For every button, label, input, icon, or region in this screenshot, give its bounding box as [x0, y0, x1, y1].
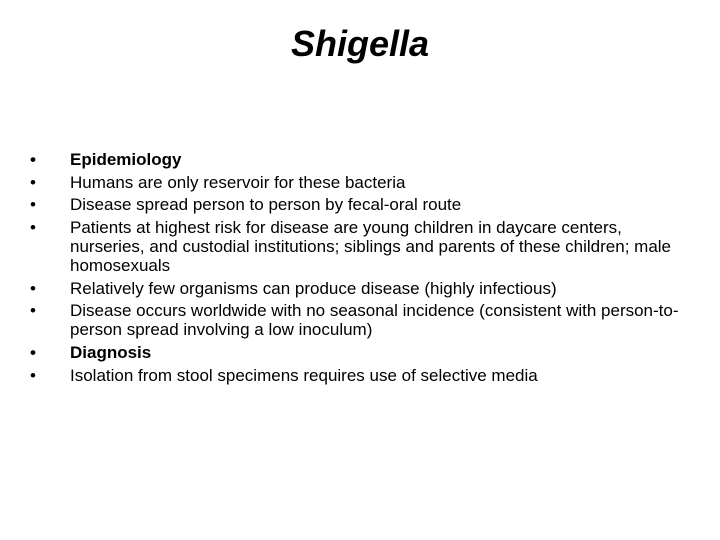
bullet-item-spread	[30, 195, 685, 214]
bullet-text: Disease occurs worldwide with no seasonal incidence (consistent with person-to-person spread involving a low inoculum)	[70, 301, 679, 340]
bullet-text: Patients at highest risk for disease are young children in daycare centers, nurseries, and custodial institutions; siblings and parents of these children; male homosexuals	[70, 218, 672, 276]
bullet-text: Isolation from stool specimens requires use of selective media	[70, 365, 538, 385]
bullet-text: Epidemiology	[70, 150, 182, 169]
bullet-icon: •	[30, 301, 36, 321]
bullet-icon: •	[30, 150, 36, 169]
slide-title: Shigella	[290, 23, 430, 64]
bullet-item-epidemiology	[30, 150, 685, 169]
bullet-icon: •	[30, 218, 36, 238]
bullet-item-diagnosis	[30, 343, 685, 362]
bullet-text: Disease spread person to person by fecal-oral route	[70, 195, 462, 215]
bullet-item-worldwide	[30, 301, 685, 339]
bullet-item-risk	[30, 218, 685, 275]
bullet-icon: •	[30, 278, 36, 298]
bullet-item-infectious	[30, 279, 685, 298]
bullet-icon: •	[30, 343, 36, 363]
bullet-item-isolation	[30, 366, 685, 385]
bullet-list	[30, 150, 685, 389]
bullet-text: Diagnosis	[70, 343, 152, 363]
bullet-text: Relatively few organisms can produce disease (highly infectious)	[70, 278, 557, 298]
bullet-text: Humans are only reservoir for these bacteria	[70, 172, 406, 192]
bullet-item-reservoir	[30, 173, 685, 192]
bullet-icon: •	[30, 172, 36, 192]
bullet-icon: •	[30, 195, 36, 215]
bullet-icon: •	[30, 365, 36, 385]
